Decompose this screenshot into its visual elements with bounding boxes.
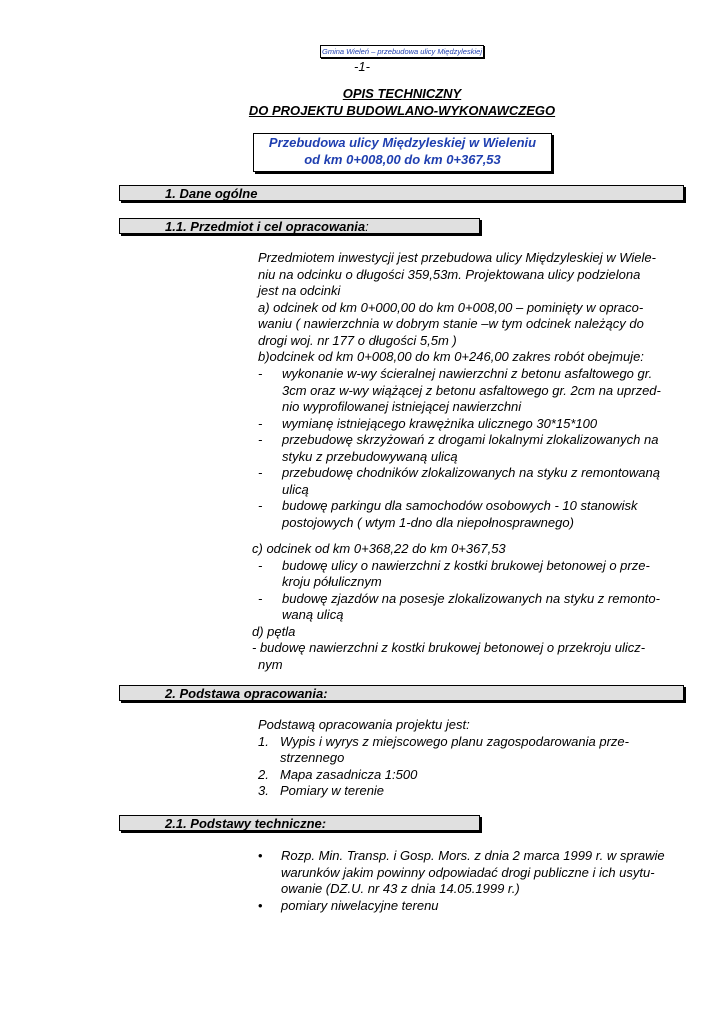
list-item-line: owanie (DZ.U. nr 43 z dnia 14.05.1999 r.) <box>281 881 520 896</box>
header-tag: Gmina Wieleń – przebudowa ulicy Międzyleskiej <box>321 47 482 56</box>
list-item-line: budowę ulicy o nawierzchni z kostki brukowej betonowej o prze- <box>282 557 650 573</box>
list-item-line: 3cm oraz w-wy wiążącej z betonu asfaltowego gr. 2cm na uprzed- <box>282 382 661 398</box>
list-item-line: Pomiary w terenie <box>280 783 385 798</box>
dash-marker: - <box>258 557 263 573</box>
list-item-line: nio wyprofilowanej istniejącej nawierzchni <box>282 399 522 414</box>
list-item <box>258 432 682 465</box>
segment-d-line: nym <box>258 656 283 672</box>
page-number: -1- <box>354 59 370 74</box>
list-item-line: pomiary niwelacyjne terenu <box>281 897 439 913</box>
segment-c-heading: c) odcinek od km 0+368,22 do km 0+367,53 <box>252 541 506 556</box>
section-2-heading: 2. Podstawa opracowania: <box>119 685 684 701</box>
list-item-line: przebudowę skrzyżowań z drogami lokalnymi zlokalizowanych na <box>282 432 659 447</box>
section-1-1-colon: : <box>365 219 369 234</box>
project-title-line2: od km 0+008,00 do km 0+367,53 <box>304 152 501 167</box>
list-item-line: wykonanie w-wy ścieralnej nawierzchni z betonu asfaltowego gr. <box>282 366 653 381</box>
list-item <box>258 848 682 898</box>
list-item-line: postojowych ( wtym 1-dno dla niepołnosprawnego) <box>282 514 574 530</box>
list-item <box>252 591 682 624</box>
segment-a-line: waniu ( nawierzchnia w dobrym stanie –w tym odcinek należący do <box>258 316 644 331</box>
section-2-1-heading: 2.1. Podstawy techniczne: <box>119 815 480 831</box>
list-item-line: waną ulicą <box>282 607 344 622</box>
list-item <box>252 558 682 591</box>
list-item-line: Rozp. Min. Transp. i Gosp. Mors. z dnia 2 marca 1999 r. w sprawie <box>281 848 665 863</box>
segment-a-line: drogi woj. nr 177 o długości 5,5m ) <box>258 332 457 348</box>
list-item <box>258 416 682 433</box>
section-1-1-title: 1.1. Przedmiot i cel opracowania <box>165 219 366 234</box>
intro-line: Przedmiotem inwestycji jest przebudowa ulicy Międzyleskiej w Wiele- <box>258 250 656 265</box>
segment-b-list <box>258 366 682 531</box>
dash-marker: - <box>258 498 263 513</box>
technical-list <box>258 848 682 914</box>
list-item-line: ulicą <box>282 481 309 497</box>
list-item <box>258 783 682 800</box>
segment-a-line: a) odcinek od km 0+000,00 do km 0+008,00 – pominięty w opraco- <box>258 299 644 315</box>
list-item <box>258 498 682 531</box>
section-1-heading: 1. Dane ogólne <box>119 185 684 201</box>
dash-marker: - <box>258 432 263 447</box>
segment-d-line: - budowę nawierzchni z kostki brukowej betonowej o przekroju ulicz- <box>252 640 646 655</box>
dash-marker: - <box>258 366 263 381</box>
list-number: 3. <box>258 783 269 798</box>
project-title-box <box>253 133 552 172</box>
list-item-line: wymianę istniejącego krawężnika ulicznego 30*15*100 <box>282 415 598 431</box>
list-number: 1. <box>258 733 269 749</box>
list-item <box>258 734 682 767</box>
list-item <box>258 898 682 915</box>
intro-line: jest na odcinki <box>258 283 341 298</box>
list-number: 2. <box>258 766 269 782</box>
list-item-line: budowę parkingu dla samochodów osobowych - 10 stanowisk <box>282 498 638 513</box>
list-item <box>258 465 682 498</box>
dash-marker: - <box>258 590 263 606</box>
list-item-line: przebudowę chodników zlokalizowanych na styku z remontowaną <box>282 465 660 480</box>
list-item-line: Wypis i wyrys z miejscowego planu zagospodarowania prze- <box>280 733 629 749</box>
basis-list <box>258 717 682 800</box>
list-item-line: Mapa zasadnicza 1:500 <box>280 766 418 782</box>
bullet-icon: • <box>258 848 263 863</box>
project-title-line1: Przebudowa ulicy Międzyleskiej w Wieleniu <box>268 135 537 150</box>
list-item-line: warunków jakim powinny odpowiadać drogi publiczne i ich usytu- <box>281 864 655 880</box>
list-item <box>258 767 682 784</box>
basis-intro: Podstawą opracowania projektu jest: <box>258 717 470 732</box>
document-title-line2: DO PROJEKTU BUDOWLANO-WYKONAWCZEGO <box>248 103 556 118</box>
document-title-line1: OPIS TECHNICZNY <box>342 86 462 101</box>
list-item-line: kroju półulicznym <box>282 574 382 589</box>
intro-line: niu na odcinku o długości 359,53m. Projektowana ulicy podzielona <box>258 266 641 282</box>
segment-c <box>252 541 682 673</box>
intro-paragraph <box>258 250 682 366</box>
section-1-1-heading <box>119 218 480 234</box>
dash-marker: - <box>258 415 263 431</box>
list-item-line: strzennego <box>280 750 345 765</box>
list-item-line: budowę zjazdów na posesje zlokalizowanych na styku z remonto- <box>282 590 660 606</box>
segment-d-heading: d) pętla <box>252 623 296 639</box>
list-item-line: styku z przebudowywaną ulicą <box>282 448 458 464</box>
dash-marker: - <box>258 465 263 480</box>
segment-b-heading: b)odcinek od km 0+008,00 do km 0+246,00 zakres robót obejmuje: <box>258 349 644 364</box>
bullet-icon: • <box>258 897 263 913</box>
list-item <box>258 366 682 416</box>
